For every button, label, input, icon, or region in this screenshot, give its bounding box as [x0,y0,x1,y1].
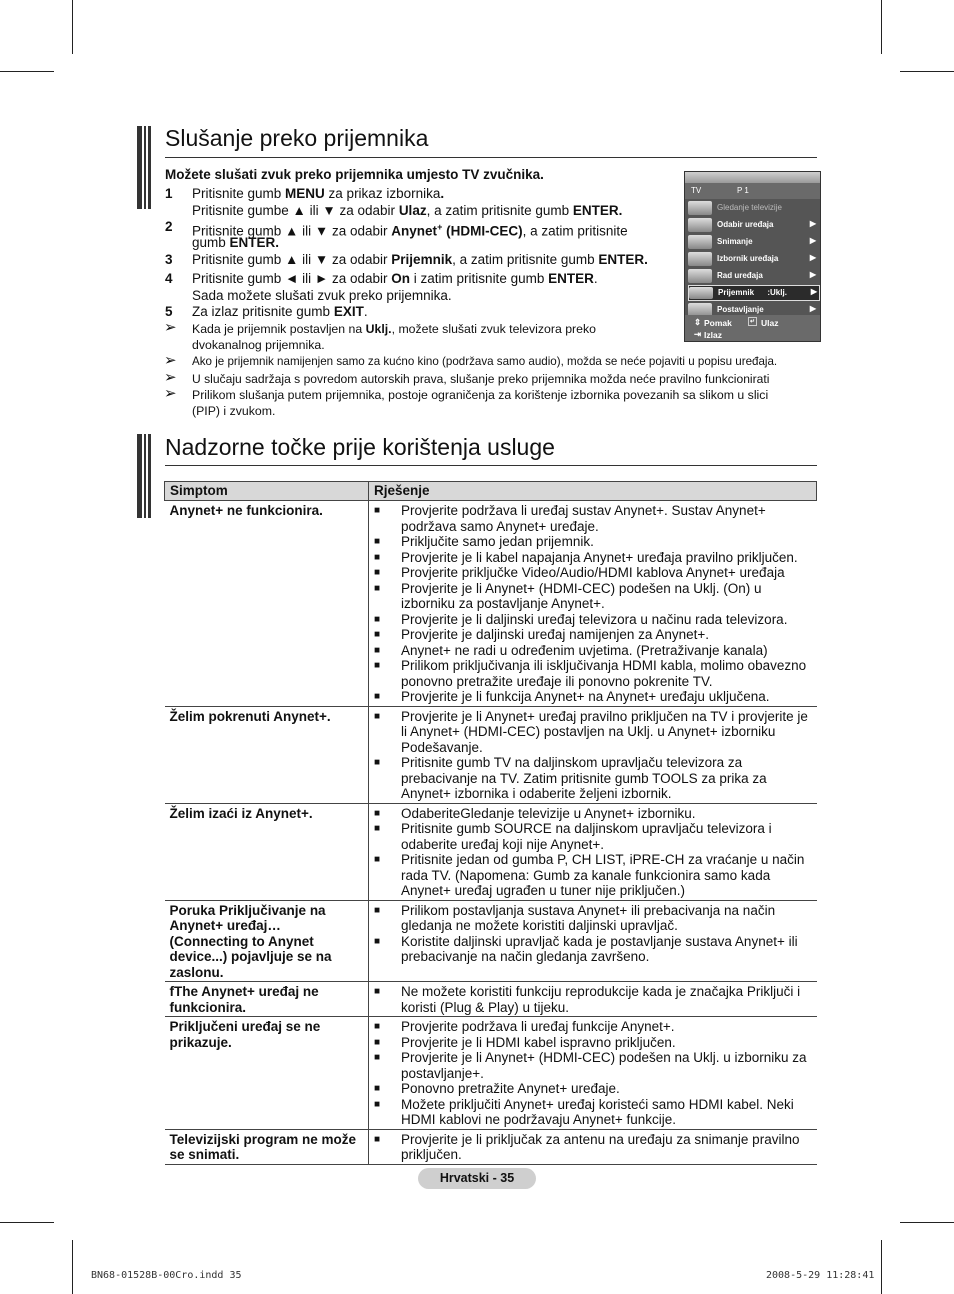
step-number: 3 [165,252,173,267]
solution-item: ■ Provjerite je li daljinski uređaj televizora u načinu rada televizora. [374,612,812,628]
print-footer-file: BN68-01528B-00Cro.indd 35 [91,1270,242,1281]
step-3-line-1: Pritisnite gumb ▲ ili ▼ za odabir Prijemnik, a zatim pritisnite gumb ENTER. [192,252,648,267]
step-4-line-2: Sada možete slušati zvuk preko prijemnika. [192,288,452,303]
symptom-cell: Želim izaći iz Anynet+. [165,803,369,900]
note-arrow-icon: ➢ [164,369,177,386]
note-4-line-1: Prilikom slušanja putem prijemnika, postoje ograničenja za korištenje izbornika povezanih sa slikom u slici [192,388,769,402]
solution-item: ■ Prilikom postavljanja sustava Anynet+ ili prebacivanja na način gledanja ne možete koristiti daljinski upravljač. [374,903,812,934]
table-row [165,982,817,1017]
receiver-icon [689,287,713,299]
section-rule [165,465,817,466]
table-row [165,706,817,803]
crop-mark [0,1222,54,1223]
solution-item: ■ Možete priključiti Anynet+ uređaj koristeći samo HDMI kabel. Neki HDMI kablovi ne podržavaju Anynet+ funkcije. [374,1097,812,1128]
crop-mark [0,71,54,72]
table-row [165,501,817,707]
note-arrow-icon: ➢ [164,319,177,336]
symptom-cell: Želim pokrenuti Anynet+. [165,706,369,803]
solution-item: ■ Prilikom priključivanja ili isključivanja HDMI kabla, molimo obavezno ponovno pretražite uređaje ili ponovno pokrenite TV. [374,658,812,689]
crop-mark [72,0,73,54]
solution-item: ■ Provjerite je li funkcija Anynet+ na Anynet+ uređaju uključena. [374,689,812,705]
symptom-cell: Televizijski program ne može se snimati. [165,1129,369,1164]
section-bar-decoration [137,126,151,209]
solution-item: ■ Provjerite je li HDMI kabel ispravno priključen. [374,1035,812,1051]
column-header-symptom: Simptom [165,482,369,501]
tv-menu-source: TV [691,186,702,195]
tv-menu-header [685,183,820,199]
section-title: Slušanje preko prijemnika [165,125,429,151]
solution-cell [369,1017,817,1130]
solution-item: ■ Provjerite je daljinski uređaj namijenjen za Anynet+. [374,627,812,643]
solution-item: ■ Provjerite je li kabel napajanja Anynet+ uređaja pravilno priključen. [374,550,812,566]
section-bar-decoration [137,434,151,518]
intro-text: Možete slušati zvuk preko prijemnika umjesto TV zvučnika. [165,167,544,182]
print-footer-timestamp: 2008-5-29 11:28:41 [766,1270,875,1281]
device-icon [688,218,712,232]
tv-menu-item: Izbornik uređaja ▶ [688,251,818,267]
step-5-line-1: Za izlaz pritisnite gumb EXIT. [192,304,368,319]
menu-icon [688,252,712,266]
note-1-line-2: dvokanalnog prijemnika. [192,338,325,352]
tv-menu-footer: ⇕ Pomak ↵ Ulaz ⇥ Izlaz [685,315,820,341]
tv-menu-item: Snimanje ▶ [688,234,818,250]
page-number-badge: Hrvatski - 35 [418,1168,536,1189]
solution-item: ■ Pritisnite jedan od gumba P, CH LIST, iPRE-CH za vraćanje u način rada TV. (Napomena: Gumb za kanale funkcionira samo kada Anynet+ uređaj ugrađen u tuner nije priključen.) [374,852,812,899]
solution-item: ■ Koristite daljinski upravljač kada je postavljanje sustava Anynet+ ili prebacivanje na način gledanja završeno. [374,934,812,965]
solution-item: ■ Pritisnite gumb TV na daljinskom upravljaču televizora za prebacivanje na TV. Zatim pritisnite gumb TOOLS za prika za Anynet+ izbornika i odaberite željeni izbornik. [374,755,812,802]
solution-item: ■ Pritisnite gumb SOURCE na daljinskom upravljaču televizora i odaberite uređaj koji nije Anynet+. [374,821,812,852]
solution-item: ■ Ne možete koristiti funkciju reprodukcije kada je značajka Priključi i koristi (Plug & Play) u tijeku. [374,984,812,1015]
symptom-cell: Priključeni uređaj se ne prikazuje. [165,1017,369,1130]
solution-cell [369,706,817,803]
solution-item: ■ Anynet+ ne radi u određenim uvjetima. (Pretraživanje kanala) [374,643,812,659]
tv-menu-item: Odabir uređaja ▶ [688,217,818,233]
symptom-cell: fThe Anynet+ uređaj ne funkcionira. [165,982,369,1017]
solution-item: ■ Provjerite podržava li uređaj sustav Anynet+. Sustav Anynet+ podržava samo Anynet+ uređaje. [374,503,812,534]
solution-item: ■ Provjerite podržava li uređaj funkcije Anynet+. [374,1019,812,1035]
symptom-cell: Anynet+ ne funkcionira. [165,501,369,707]
step-number: 2 [165,219,173,234]
solution-cell [369,900,817,982]
tv-menu-item-selected: Prijemnik :Uklj. ▶ [688,285,820,301]
note-4-line-2: (PIP) i zvukom. [192,404,276,418]
step-4-line-1: Pritisnite gumb ◄ ili ► za odabir On i zatim pritisnite gumb ENTER. [192,271,598,286]
solution-cell [369,1129,817,1164]
crop-mark [881,0,882,54]
solution-item: ■ Provjerite je li Anynet+ (HDMI-CEC) podešen na Uklj. (On) u izborniku za postavljanje Anynet+. [374,581,812,612]
step-1-line-1: Pritisnite gumb MENU za prikaz izbornika. [192,186,445,201]
solution-item: ■ Provjerite priključke Video/Audio/HDMI kablova Anynet+ uređaja [374,565,812,581]
table-row [165,1017,817,1130]
solution-item: ■ OdaberiteGledanje televizije u Anynet+ izborniku. [374,806,812,822]
note-arrow-icon: ➢ [164,352,177,369]
crop-mark [881,1240,882,1294]
table-row [165,1129,817,1164]
crop-mark [900,71,954,72]
note-3: U slučaju sadržaja s povredom autorskih prava, slušanje preko prijemnika možda neće pravilno funkcionirati [192,372,770,386]
exit-icon: ⇥ [694,329,702,339]
note-arrow-icon: ➢ [164,385,177,402]
step-number: 1 [165,186,173,201]
table-row [165,900,817,982]
troubleshooting-table [164,481,817,1165]
tv-icon [688,201,712,215]
step-number: 5 [165,304,173,319]
section-title: Nadzorne točke prije korištenja usluge [165,434,555,460]
solution-item: ■ Provjerite je li Anynet+ uređaj pravilno priključen na TV i provjerite je li Anynet+ (HDMI-CEC) postavljen na Uklj. u Anynet+ izborniku Podešavanje. [374,709,812,756]
tv-menu-item: Postavljanje ▶ [688,302,818,318]
step-1-line-2: Pritisnite gumbe ▲ ili ▼ za odabir Ulaz, a zatim pritisnite gumb ENTER. [192,203,623,218]
solution-item: ■ Provjerite je li priključak za antenu na uređaju za snimanje pravilno priključen. [374,1132,812,1163]
crop-mark [900,1222,954,1223]
step-2-line-1: Pritisnite gumb ▲ ili ▼ za odabir Anynet+ (HDMI-CEC), a zatim pritisnite [192,222,628,239]
solution-item: ■ Provjerite je li Anynet+ (HDMI-CEC) podešen na Uklj. u izborniku za postavljanje+. [374,1050,812,1081]
tv-menu-item: Rad uređaja ▶ [688,268,818,284]
solution-cell [369,982,817,1017]
move-icon: ⇕ [694,317,702,327]
table-row [165,803,817,900]
table-header-row [165,482,817,501]
section-rule [165,157,817,158]
solution-item: ■ Priključite samo jedan prijemnik. [374,534,812,550]
note-2: Ako je prijemnik namijenjen samo za kućno kino (podržava samo audio), možda se neće pojaviti u popisu uređaja. [192,355,778,368]
tv-menu-topbar [685,172,820,183]
note-1-line-1: Kada je prijemnik postavljen na Uklj., možete slušati zvuk televizora preko [192,322,596,336]
crop-mark [72,1240,73,1294]
tv-menu-item: Gledanje televizije [688,200,818,216]
step-2-line-2: gumb ENTER. [192,235,280,250]
solution-item: ■ Ponovno pretražite Anynet+ uređaje. [374,1081,812,1097]
step-number: 4 [165,271,173,286]
enter-icon: ↵ [750,319,756,325]
operation-icon [688,269,712,283]
column-header-solution: Rješenje [369,482,817,501]
record-icon [688,235,712,249]
solution-cell [369,501,817,707]
solution-cell [369,803,817,900]
tv-menu-channel: P 1 [737,186,749,195]
symptom-cell: Poruka Priključivanje na Anynet+ uređaj… (Connecting to Anynet device...) pojavljuje se na zaslonu. [165,900,369,982]
tv-menu-screenshot [684,171,821,342]
